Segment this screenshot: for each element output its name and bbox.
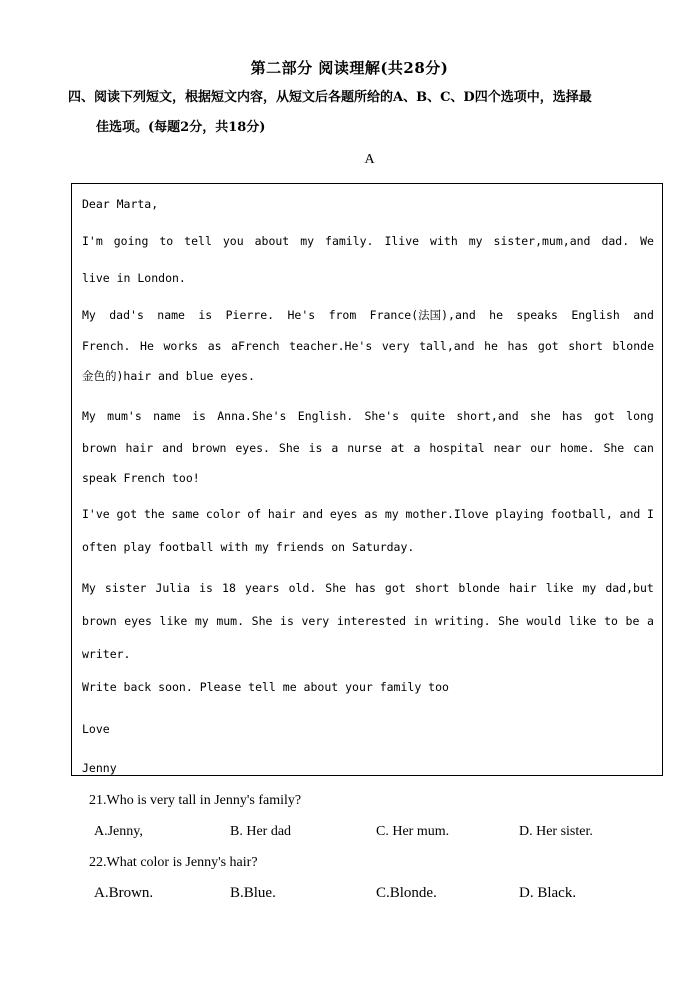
letter-word: of xyxy=(247,507,262,521)
letter-line xyxy=(82,506,654,522)
letter-word: as xyxy=(207,339,222,353)
letter-word: he xyxy=(489,308,503,322)
letter-word: France(法国),and xyxy=(369,308,476,322)
letter-word: writing. xyxy=(435,614,491,628)
instruction-line-1: 四、阅读下列短文，根据短文内容，从短文后各题所给的A、B、C、D四个选项中，选择最 xyxy=(68,90,592,105)
letter-word: to xyxy=(604,614,618,628)
letter-word: quite xyxy=(410,409,446,423)
letter-word: mother.Ilove xyxy=(405,507,489,521)
letter-word: old. xyxy=(288,581,317,595)
letter-word: interested xyxy=(336,614,407,628)
letter-word: color xyxy=(205,507,241,521)
letter-word: has xyxy=(562,409,583,423)
letter-word: the xyxy=(143,507,165,521)
letter-word: my xyxy=(384,507,399,521)
letter-word: She xyxy=(498,614,519,628)
letter-word: home. xyxy=(559,441,595,455)
letter-word: and xyxy=(302,507,324,521)
letter-word: He xyxy=(140,339,154,353)
letter-word: name xyxy=(153,409,181,423)
letter-word: like xyxy=(568,614,597,628)
letter-word: short,and xyxy=(456,409,519,423)
letter-line: writer. xyxy=(82,647,131,661)
letter-word: is xyxy=(308,441,323,455)
letter-word: got xyxy=(116,507,138,521)
letter-word: my xyxy=(300,234,315,248)
letter-word: going xyxy=(113,234,149,248)
letter-word: got xyxy=(537,339,559,353)
letter-word: She xyxy=(278,441,300,455)
letter-word: nurse xyxy=(347,441,382,455)
letter-word: about xyxy=(254,234,290,248)
letter-word: got xyxy=(594,409,615,423)
letter-word: a xyxy=(331,441,339,455)
letter-word: would xyxy=(526,614,562,628)
letter-line: often play football with my friends on Saturday. xyxy=(82,540,415,554)
letter-word: sister,mum,and xyxy=(493,234,591,248)
letter-word: can xyxy=(633,441,654,455)
letter-word: hair xyxy=(508,581,537,595)
letter-love: Love xyxy=(82,722,110,736)
part-heading: 第二部分 阅读理解(共28分) xyxy=(250,59,449,77)
letter-word: playing xyxy=(495,507,544,521)
letter-word: French. xyxy=(82,339,131,353)
letter-word: hair xyxy=(267,507,296,521)
letter-word: football, xyxy=(550,507,613,521)
letter-word: hair xyxy=(125,441,154,455)
letter-word: We xyxy=(640,234,654,248)
question-22-option-a: A.Brown. xyxy=(94,885,154,901)
letter-word: She's xyxy=(364,409,400,423)
letter-word: and xyxy=(619,507,641,521)
letter-word: she xyxy=(529,409,551,423)
letter-word: name xyxy=(157,308,185,322)
letter-word: is xyxy=(199,581,213,595)
letter-word: blonde xyxy=(458,581,500,595)
letter-word: tall,and xyxy=(419,339,475,353)
letter-signature: Jenny xyxy=(82,761,117,775)
letter-word: Anna.She's xyxy=(217,409,287,423)
letter-word: same xyxy=(171,507,200,521)
letter-word: blonde xyxy=(612,339,654,353)
letter-word: in xyxy=(413,614,428,628)
letter-line xyxy=(82,580,654,596)
letter-word: and xyxy=(633,308,654,322)
question-22-option-c: C.Blonde. xyxy=(376,885,437,901)
letter-word: brown xyxy=(191,441,227,455)
letter-word: I'm xyxy=(82,234,103,248)
letter-word: Pierre. xyxy=(225,308,275,322)
letter-line xyxy=(82,440,654,456)
letter-word: is xyxy=(280,614,294,628)
letter-word: from xyxy=(328,308,357,322)
question-21-option-c: C. Her mum. xyxy=(376,824,450,839)
letter-word: She xyxy=(603,441,625,455)
letter-word: near xyxy=(493,441,522,455)
letter-word: She xyxy=(251,614,273,628)
letter-line xyxy=(82,408,654,424)
letter-line: 金色的)hair and blue eyes. xyxy=(82,369,255,383)
letter-line xyxy=(82,307,654,323)
letter-word: as xyxy=(364,507,379,521)
letter-word: very xyxy=(381,339,410,353)
letter-salutation: Dear Marta, xyxy=(82,197,159,211)
letter-word: tell xyxy=(184,234,212,248)
letter-word: He's xyxy=(287,308,316,322)
letter-word: English xyxy=(571,308,620,322)
letter-word: our xyxy=(530,441,552,455)
letter-word: hospital xyxy=(429,441,485,455)
letter-word: mum's xyxy=(107,409,142,423)
letter-word: be xyxy=(625,614,640,628)
section-label: A xyxy=(364,152,375,167)
letter-word: English. xyxy=(297,409,354,423)
letter-word: eyes xyxy=(124,614,152,628)
letter-word: and xyxy=(162,441,183,455)
letter-word: a xyxy=(413,441,421,455)
letter-word: works xyxy=(163,339,199,353)
letter-word: a xyxy=(647,614,654,628)
letter-line: live in London. xyxy=(82,271,186,285)
question-21-option-a: A.Jenny, xyxy=(94,824,143,839)
question-22-stem: 22.What color is Jenny's hair? xyxy=(89,855,258,870)
letter-word: eyes. xyxy=(235,441,270,455)
letter-word: speaks xyxy=(516,308,558,322)
letter-word: My xyxy=(82,581,96,595)
letter-word: Ilive xyxy=(384,234,420,248)
letter-word: my xyxy=(194,614,209,628)
letter-word: She xyxy=(325,581,347,595)
letter-word: sister xyxy=(104,581,147,595)
letter-line xyxy=(82,233,654,249)
letter-word: short xyxy=(568,339,603,353)
letter-word: like xyxy=(545,581,574,595)
letter-word: very xyxy=(301,614,330,628)
letter-word: Julia xyxy=(155,581,191,595)
letter-word: brown xyxy=(82,614,117,628)
letter-word: like xyxy=(159,614,188,628)
letter-word: family. xyxy=(325,234,374,248)
letter-word: My xyxy=(82,409,96,423)
letter-word: he xyxy=(484,339,498,353)
letter-word: dad. xyxy=(601,234,630,248)
question-22-option-d: D. Black. xyxy=(519,885,577,901)
letter-word: teacher.He's xyxy=(289,339,373,353)
instruction-line-2: 佳选项。(每题2分，共18分) xyxy=(96,120,266,135)
letter-word: is xyxy=(192,409,206,423)
letter-word: mum. xyxy=(216,614,245,628)
letter-word: my xyxy=(468,234,483,248)
letter-line: speak French too! xyxy=(82,471,200,485)
letter-word: aFrench xyxy=(231,339,280,353)
letter-word: I xyxy=(647,507,654,521)
question-22-option-b: B.Blue. xyxy=(230,885,276,901)
letter-word: dad,but xyxy=(605,581,654,595)
letter-word: got xyxy=(384,581,406,595)
letter-word: with xyxy=(430,234,458,248)
question-21-stem: 21.Who is very tall in Jenny's family? xyxy=(89,793,302,808)
letter-word: short xyxy=(414,581,450,595)
letter-word: 18 xyxy=(222,581,236,595)
letter-word: dad's xyxy=(109,308,144,322)
letter-closing: Write back soon. Please tell me about your family too xyxy=(82,680,449,694)
letter-word: my xyxy=(582,581,597,595)
letter-word: I've xyxy=(82,507,110,521)
question-21-option-d: D. Her sister. xyxy=(519,824,593,839)
letter-word: has xyxy=(507,339,529,353)
letter-word: years xyxy=(244,581,280,595)
letter-word: has xyxy=(355,581,376,595)
letter-word: My xyxy=(82,308,96,322)
letter-word: you xyxy=(222,234,244,248)
letter-line xyxy=(82,613,654,629)
letter-word: eyes xyxy=(329,507,358,521)
letter-word: long xyxy=(626,409,654,423)
letter-word: to xyxy=(159,234,174,248)
letter-word: at xyxy=(390,441,405,455)
question-21-option-b: B. Her dad xyxy=(230,824,292,839)
letter-word: brown xyxy=(82,441,117,455)
letter-line xyxy=(82,338,654,354)
letter-word: is xyxy=(198,308,213,322)
